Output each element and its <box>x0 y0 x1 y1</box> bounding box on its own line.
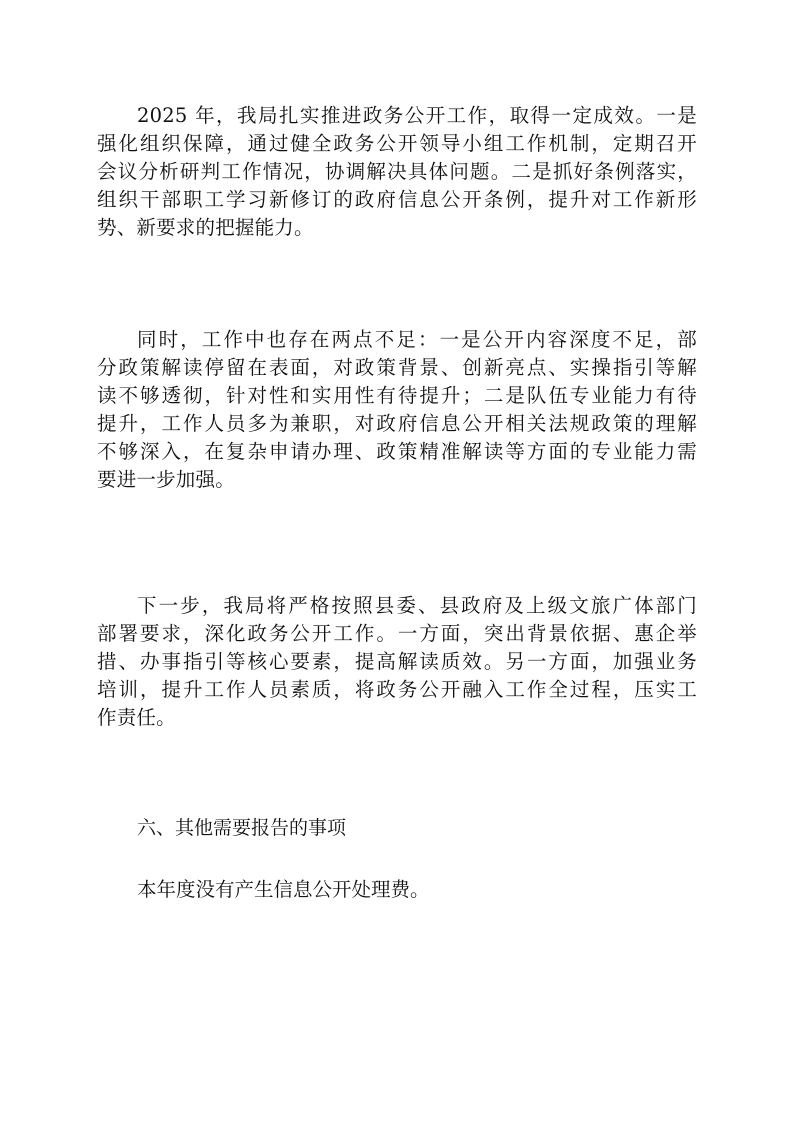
paragraph-next-steps <box>97 592 697 732</box>
paragraph-line: 读不够透彻，针对性和实用性有待提升；二是队伍专业能力有待 <box>97 384 697 407</box>
paragraph-line: 部署要求，深化政务公开工作。一方面，突出背景依据、惠企举 <box>97 622 697 645</box>
paragraph-line: 会议分析研判工作情况，协调解决具体问题。二是抓好条例落实， <box>97 160 697 183</box>
paragraph-processing-fee: 本年度没有产生信息公开处理费。 <box>137 878 430 901</box>
paragraph-line: 组织干部职工学习新修订的政府信息公开条例，提升对工作新形 <box>97 188 697 211</box>
paragraph-line: 要进一步加强。 <box>97 468 235 491</box>
paragraph-line: 下一步，我局将严格按照县委、县政府及上级文旅广体部门 <box>137 594 697 617</box>
paragraph-line: 培训，提升工作人员素质，将政务公开融入工作全过程，压实工 <box>97 678 697 701</box>
paragraph-line: 强化组织保障，通过健全政务公开领导小组工作机制，定期召开 <box>97 132 697 155</box>
paragraph-line: 提升，工作人员多为兼职，对政府信息公开相关法规政策的理解 <box>97 412 697 435</box>
paragraph-line: 同时，工作中也存在两点不足：一是公开内容深度不足，部 <box>137 328 697 351</box>
paragraph-line: 作责任。 <box>97 706 176 729</box>
paragraph-line: 不够深入，在复杂申请办理、政策精准解读等方面的专业能力需 <box>97 440 697 463</box>
paragraph-line: 2025 年，我局扎实推进政务公开工作，取得一定成效。一是 <box>137 104 697 127</box>
section-heading: 六、其他需要报告的事项 <box>137 817 347 839</box>
paragraph-line: 势、新要求的把握能力。 <box>97 216 314 239</box>
paragraph-achievements <box>97 102 697 242</box>
paragraph-line: 措、办事指引等核心要素，提高解读质效。另一方面，加强业务 <box>97 650 697 673</box>
paragraph-shortcomings <box>97 326 697 494</box>
paragraph-line: 分政策解读停留在表面，对政策背景、创新亮点、实操指引等解 <box>97 356 697 379</box>
